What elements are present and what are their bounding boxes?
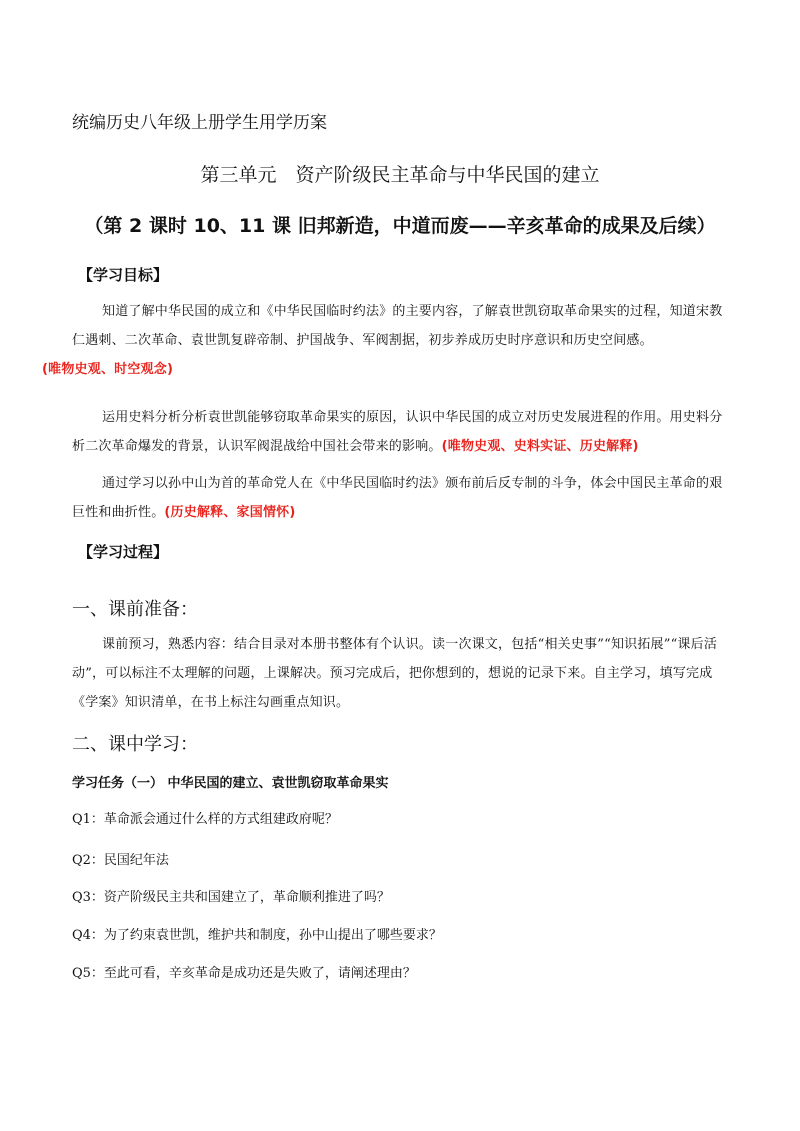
document-title: 统编历史八年级上册学生用学历案 bbox=[72, 113, 327, 133]
objective-paragraph-3 bbox=[72, 469, 728, 527]
competency-tag: (唯物史观、史料实证、历史解释) bbox=[441, 439, 639, 454]
competency-tag: (唯物史观、时空观念) bbox=[42, 362, 174, 377]
question-q2: Q2：民国纪年法 bbox=[72, 853, 169, 868]
question-q1: Q1：革命派会通过什么样的方式组建政府呢？ bbox=[72, 812, 338, 827]
pre-class-paragraph: 课前预习，熟悉内容：结合目录对本册书整体有个认识。读一次课文，包括“相关史事”“知识拓展”“课后活动”，可以标注不太理解的问题，上课解决。预习完成后，把你想到的，想说的记录下来。自主学习，填写完成《学案》知识清单，在书上标注勾画重点知识。 bbox=[72, 637, 718, 710]
in-class-heading: 二、课中学习： bbox=[72, 734, 198, 755]
question-q3: Q3：资产阶级民主共和国建立了，革命顺利推进了吗？ bbox=[72, 890, 390, 905]
task-1-heading: 学习任务（一） 中华民国的建立、袁世凯窃取革命果实 bbox=[72, 776, 389, 791]
objective-text: 知道了解中华民国的成立和《中华民国临时约法》的主要内容，了解袁世凯窃取革命果实的过程，知道宋教仁遇刺、二次革命、袁世凯复辟帝制、护国战争、军阀割据，初步养成历史时序意识和历史空间感。 bbox=[72, 304, 723, 348]
objective-text: 通过学习以孙中山为首的革命党人在《中华民国临时约法》颁布前后反专制的斗争，体会中国民主革命的艰巨性和曲折性。 bbox=[72, 476, 723, 520]
objectives-heading: 【学习目标】 bbox=[78, 266, 169, 284]
process-heading: 【学习过程】 bbox=[78, 543, 169, 561]
unit-title: 第三单元 资产阶级民主革命与中华民国的建立 bbox=[200, 164, 600, 186]
objective-paragraph-1 bbox=[42, 297, 728, 384]
question-q4: Q4：为了约束袁世凯，维护共和制度，孙中山提出了哪些要求？ bbox=[72, 928, 442, 943]
lesson-title: （第 2 课时 10、11 课 旧邦新造，中道而废——辛亥革命的成果及后续） bbox=[84, 215, 716, 237]
question-q5: Q5：至此可看，辛亥革命是成功还是失败了，请阐述理由？ bbox=[72, 966, 416, 981]
objective-paragraph-2 bbox=[72, 403, 728, 461]
competency-tag: (历史解释、家国情怀) bbox=[164, 505, 296, 520]
objective-text: 运用史料分析分析袁世凯能够窃取革命果实的原因，认识中华民国的成立对历史发展进程的作用。用史料分析二次革命爆发的背景，认识军阀混战给中国社会带来的影响。 bbox=[72, 410, 723, 454]
pre-class-heading: 一、课前准备： bbox=[72, 599, 198, 620]
